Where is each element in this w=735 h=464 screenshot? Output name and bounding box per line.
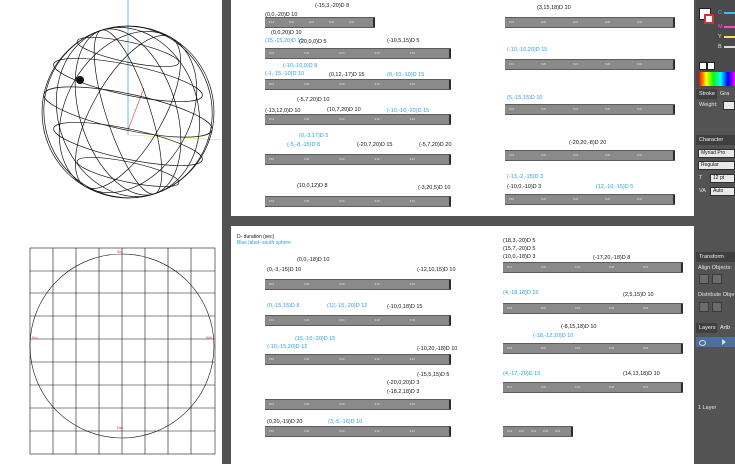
none-swatch[interactable]: [699, 62, 707, 70]
bar-tick-label: 9:16: [507, 347, 513, 350]
bar-tick-label: 9:32: [409, 319, 415, 322]
bar-tick-label: 9:28: [374, 200, 380, 203]
bar-tick-label: 9:28: [374, 158, 380, 161]
bar-tick-label: 9:20: [541, 386, 547, 389]
bar-tick-label: 9:24: [575, 266, 581, 269]
font-family-field[interactable]: Myriad Pro: [698, 149, 735, 158]
tab-gradient[interactable]: Gra: [717, 89, 735, 99]
bar-tick-label: 9:16: [269, 200, 275, 203]
bar-tick-label: 9:24: [339, 403, 345, 406]
event-label: (-5,7,20)D 10: [297, 97, 330, 103]
bar-tick-label: 9:28: [374, 83, 380, 86]
event-label: (15,-10,-20)D 15: [295, 336, 336, 342]
bar-tick-label: 9:16: [507, 430, 513, 433]
event-label: (10,7,20)D 10: [327, 107, 361, 113]
event-label: (12,-15,-20)D 12: [327, 303, 368, 309]
doc-subtitle: Blue label- south sphere: [237, 240, 291, 246]
bar-tick-label: 9:16: [509, 21, 515, 24]
event-label: (5,-15,15)D 10: [507, 95, 543, 101]
bar-tick-label: 9:32: [637, 63, 643, 66]
artboard-timeline-bottom: [231, 226, 694, 464]
bar-tick-label: 9:20: [304, 403, 310, 406]
timeline-bar: [265, 354, 451, 365]
bar-endcap: [449, 427, 451, 436]
event-label: (-20,0,20)D 3: [387, 380, 420, 386]
event-label: (-15,3,-20)D 8: [315, 3, 350, 9]
tab-stroke[interactable]: Stroke: [696, 89, 717, 99]
timeline-bar: [503, 426, 573, 437]
bar-tick-label: 9:20: [304, 118, 310, 121]
bar-tick-label: 9:32: [409, 283, 415, 286]
event-label: (-18,2,18)D 3: [387, 389, 420, 395]
bar-endcap: [449, 197, 451, 206]
distribute-top-icon[interactable]: [699, 302, 709, 312]
bar-tick-label: 9:20: [304, 319, 310, 322]
bar-tick-label: 9:32: [637, 108, 643, 111]
align-left-icon[interactable]: [699, 274, 709, 284]
bar-tick-label: 9:16: [269, 430, 275, 433]
bar-tick-label: 9:16: [269, 158, 275, 161]
bar-tick-label: 9:20: [304, 200, 310, 203]
bar-tick-label: 9:24: [575, 386, 581, 389]
event-label: (10,0,12)D 8: [297, 183, 328, 189]
bar-tick-label: 9:28: [543, 430, 549, 433]
timeline-bar: [265, 426, 451, 437]
timeline-bar: [503, 382, 683, 393]
bar-endcap: [681, 304, 683, 313]
color-slider-y[interactable]: [724, 36, 735, 38]
timeline-bar: [503, 343, 683, 354]
bar-tick-label: 9:20: [541, 63, 547, 66]
layers-panel: [696, 321, 735, 417]
bar-tick-label: 9:16: [269, 52, 275, 55]
sphere-label-top: Sm: [117, 250, 123, 254]
timeline-bar: [265, 48, 451, 59]
tab-character[interactable]: Character: [696, 135, 735, 145]
event-label: (10,0,-18)D 3: [503, 254, 536, 260]
bar-tick-label: 9:24: [531, 430, 537, 433]
white-swatch[interactable]: [707, 62, 715, 70]
bar-tick-label: 9:16: [269, 83, 275, 86]
event-label: (-12,10,15)D 10: [417, 267, 456, 273]
sphere-label-left: Fm: [32, 336, 38, 340]
font-size-field[interactable]: 12 pt: [710, 174, 735, 183]
event-label: (-20,20,-8)D 20: [569, 140, 607, 146]
event-label: (-10,-10,-20)D 15: [387, 108, 430, 114]
event-label: (-10,-15,20)D 12: [267, 344, 308, 350]
bar-tick-label: 9:20: [304, 52, 310, 55]
bar-tick-label: 9:32: [409, 430, 415, 433]
bar-tick-label: 9:32: [349, 21, 355, 24]
timeline-bar: [265, 154, 451, 165]
bar-endcap: [449, 316, 451, 325]
bar-tick-label: 9:24: [339, 158, 345, 161]
bar-endcap: [681, 344, 683, 353]
bar-tick-label: 9:24: [573, 21, 579, 24]
stroke-swatch[interactable]: [704, 14, 714, 24]
event-label: (15,7,-20)D 5: [503, 246, 536, 252]
bar-endcap: [673, 151, 675, 160]
bar-tick-label: 9:16: [507, 266, 513, 269]
bar-tick-label: 9:20: [289, 21, 295, 24]
color-label-b: B: [718, 44, 722, 50]
bar-tick-label: 9:32: [409, 52, 415, 55]
bar-tick-label: 9:32: [637, 21, 643, 24]
timeline-bar: [503, 303, 683, 314]
event-label: (15,-15,20)D 10: [265, 38, 304, 44]
bar-tick-label: 9:16: [509, 63, 515, 66]
timeline-bar: [265, 399, 451, 410]
event-label: (3,15,18)D 10: [537, 5, 571, 11]
bar-tick-label: 9:32: [409, 83, 415, 86]
character-panel: [696, 133, 735, 208]
bar-tick-label: 9:16: [269, 403, 275, 406]
event-label: (-1,-15,-10)D 10: [265, 71, 305, 77]
event-label: (-3,20,5)D 10: [418, 185, 451, 191]
bar-endcap: [681, 383, 683, 392]
bar-tick-label: 9:24: [339, 319, 345, 322]
bar-tick-label: 9:16: [269, 358, 275, 361]
bar-tick-label: 9:28: [374, 403, 380, 406]
bar-tick-label: 9:24: [575, 307, 581, 310]
timeline-bar: [505, 150, 675, 161]
color-label-c: C: [718, 10, 722, 16]
event-label: (12,-10,-15)D 5: [596, 184, 634, 190]
bar-tick-label: 9:28: [609, 307, 615, 310]
weight-field[interactable]: [723, 101, 735, 110]
bar-endcap: [449, 115, 451, 124]
event-label: (0,0,20)D 10: [271, 30, 302, 36]
bar-tick-label: 9:20: [304, 358, 310, 361]
artboard-sphere-3d: [0, 0, 222, 248]
timeline-bar: [505, 17, 675, 28]
event-label: (4,-17,-20)D 15: [503, 371, 541, 377]
bar-endcap: [373, 18, 375, 27]
event-label: (-15,5,15)D 5: [417, 372, 450, 378]
bar-tick-label: 9:32: [643, 307, 649, 310]
bar-tick-label: 9:28: [374, 319, 380, 322]
bar-tick-label: 9:28: [374, 283, 380, 286]
event-label: (-5,-8,-15)D 8: [287, 142, 321, 148]
distribute-center-icon[interactable]: [712, 302, 722, 312]
timeline-bar: [505, 194, 675, 205]
event-label: (2,5,15)D 10: [623, 292, 654, 298]
bar-tick-label: 9:24: [339, 52, 345, 55]
leading-icon: VA: [699, 188, 706, 194]
bar-tick-label: 9:32: [409, 200, 415, 203]
bar-tick-label: 9:20: [304, 158, 310, 161]
bar-endcap: [449, 155, 451, 164]
bar-tick-label: 9:16: [269, 21, 275, 24]
bar-endcap: [673, 195, 675, 204]
bar-tick-label: 9:24: [575, 347, 581, 350]
bar-tick-label: 9:32: [643, 266, 649, 269]
bar-tick-label: 9:16: [269, 118, 275, 121]
bar-tick-label: 9:24: [339, 283, 345, 286]
bar-tick-label: 9:24: [309, 21, 315, 24]
bar-endcap: [449, 400, 451, 409]
event-label: (0,0,-20)D 10: [265, 12, 298, 18]
bar-tick-label: 9:16: [269, 319, 275, 322]
bar-endcap: [673, 18, 675, 27]
tab-layers[interactable]: Layers: [696, 323, 717, 333]
event-label: (-17,20,-18)D 8: [593, 255, 631, 261]
event-label: (0,-15,15)D 8: [267, 303, 300, 309]
transform-panel: [696, 247, 735, 313]
bar-tick-label: 9:20: [541, 108, 547, 111]
color-label-m: M: [718, 24, 723, 30]
timeline-bar: [265, 196, 451, 207]
layer-row[interactable]: [696, 337, 735, 347]
bar-tick-label: 9:20: [304, 430, 310, 433]
bar-tick-label: 9:28: [374, 52, 380, 55]
bar-tick-label: 9:32: [637, 198, 643, 201]
event-label: (-10,-10,0)D 8: [283, 63, 318, 69]
bar-tick-label: 9:24: [339, 200, 345, 203]
bar-tick-label: 9:24: [339, 118, 345, 121]
bar-tick-label: 9:16: [509, 198, 515, 201]
event-label: (-10,0,18)D 15: [387, 304, 423, 310]
expand-arrow-icon[interactable]: [722, 339, 726, 345]
stroke-panel: [696, 89, 735, 119]
timeline-bar: [265, 279, 451, 290]
color-slider-m[interactable]: [724, 26, 735, 28]
bar-tick-label: 9:28: [605, 63, 611, 66]
wireframe-sphere-graphic: [0, 0, 222, 248]
event-label: (-13,-2,-15)D 3: [507, 174, 544, 180]
font-style-field[interactable]: Regular: [698, 161, 735, 170]
color-panel: [696, 0, 735, 88]
bar-tick-label: 9:28: [374, 358, 380, 361]
bar-endcap: [673, 60, 675, 69]
color-slider-b[interactable]: [724, 46, 735, 48]
leading-field[interactable]: Auto: [710, 187, 735, 196]
align-objects-label: Align Objects:: [698, 265, 732, 271]
event-label: (20,0,0)D 5: [299, 39, 327, 45]
distribute-objects-label: Distribute Obje: [698, 292, 735, 298]
bar-tick-label: 9:32: [409, 358, 415, 361]
timeline-bar: [503, 262, 683, 273]
align-center-icon[interactable]: [712, 274, 722, 284]
bar-tick-label: 9:16: [509, 154, 515, 157]
bar-tick-label: 9:28: [605, 108, 611, 111]
bar-tick-label: 9:24: [573, 154, 579, 157]
grid-sphere-graphic: [0, 236, 222, 464]
timeline-bar: [265, 114, 451, 125]
color-label-y: Y: [718, 34, 722, 40]
color-spectrum[interactable]: [699, 72, 735, 86]
bar-endcap: [449, 280, 451, 289]
bar-tick-label: 9:28: [605, 21, 611, 24]
bar-endcap: [571, 427, 573, 436]
event-label: (18,3,-20)D 5: [503, 238, 536, 244]
timeline-bar: [265, 79, 451, 90]
bar-tick-label: 9:20: [519, 430, 525, 433]
bar-endcap: [449, 355, 451, 364]
event-label: (-5,7,20)D 20: [419, 142, 452, 148]
timeline-bar: [265, 315, 451, 326]
bar-tick-label: 9:16: [507, 307, 513, 310]
bar-tick-label: 9:16: [507, 386, 513, 389]
bar-tick-label: 9:32: [643, 386, 649, 389]
tab-transform[interactable]: Transform: [696, 252, 735, 262]
doc-title: D- duration (sec): [237, 234, 275, 240]
weight-label: Weight:: [699, 102, 718, 108]
event-label: (0,-10,-10)D 15: [387, 72, 425, 78]
bar-tick-label: 9:28: [374, 118, 380, 121]
bar-tick-label: 9:20: [541, 21, 547, 24]
bar-tick-label: 9:24: [339, 430, 345, 433]
bar-tick-label: 9:32: [409, 158, 415, 161]
bar-tick-label: 9:28: [609, 386, 615, 389]
timeline-bar: [265, 17, 375, 28]
timeline-bar: [505, 59, 675, 70]
bar-tick-label: 9:32: [409, 403, 415, 406]
bar-tick-label: 9:20: [541, 307, 547, 310]
bar-tick-label: 9:24: [339, 83, 345, 86]
event-label: (-10,5,15)D 5: [387, 38, 420, 44]
bar-tick-label: 9:16: [269, 283, 275, 286]
bar-tick-label: 9:32: [555, 430, 561, 433]
bar-tick-label: 9:24: [573, 198, 579, 201]
bar-tick-label: 9:20: [541, 347, 547, 350]
bar-tick-label: 9:28: [609, 266, 615, 269]
bar-tick-label: 9:32: [637, 154, 643, 157]
bar-tick-label: 9:28: [329, 21, 335, 24]
timeline-bar: [505, 104, 675, 115]
event-label: (-18,-12,20)D 10: [533, 333, 574, 339]
bar-tick-label: 9:28: [609, 347, 615, 350]
sphere-label-bottom: Nm: [117, 426, 123, 430]
bar-tick-label: 9:20: [541, 154, 547, 157]
bar-tick-label: 9:28: [605, 154, 611, 157]
event-label: (-20,7,20)D 15: [357, 142, 393, 148]
bar-endcap: [449, 80, 451, 89]
bar-tick-label: 9:20: [541, 198, 547, 201]
event-label: (0,12,-17)D 15: [329, 72, 365, 78]
bar-tick-label: 9:32: [409, 118, 415, 121]
bar-tick-label: 9:16: [509, 108, 515, 111]
artboard-sphere-grid: [0, 236, 222, 464]
event-label: (-13,12,0)D 10: [265, 108, 301, 114]
bar-tick-label: 9:24: [339, 358, 345, 361]
event-label: (4,-18,18)D 15: [503, 290, 539, 296]
eye-icon[interactable]: [699, 340, 706, 346]
event-label: (0,-3,-15)D 10: [267, 267, 302, 273]
sphere-label-right: Wb: [206, 336, 212, 340]
bar-endcap: [681, 263, 683, 272]
event-label: (0,20,-19)D 20: [267, 419, 303, 425]
artboard-timeline-top: [231, 0, 694, 216]
bar-tick-label: 9:24: [573, 108, 579, 111]
event-label: (-10,-10,20)D 15: [507, 47, 548, 53]
event-label: (0,0,-18)D 10: [297, 257, 330, 263]
event-label: (-10,20,-18)D 10: [417, 346, 458, 352]
bar-tick-label: 9:20: [304, 283, 310, 286]
event-label: (0,-3,17)D 5: [299, 133, 329, 139]
event-label: (-10,0,-10)D 3: [507, 184, 542, 190]
bar-tick-label: 9:32: [643, 347, 649, 350]
event-label: (3,-5,-16)D 10: [328, 419, 363, 425]
layer-count: 1 Layer: [698, 405, 717, 411]
bar-endcap: [449, 49, 451, 58]
tab-artboards[interactable]: Artb: [717, 323, 735, 333]
color-slider-c[interactable]: [724, 12, 735, 14]
bar-tick-label: 9:20: [541, 266, 547, 269]
event-label: (14,13,18)D 10: [623, 371, 660, 377]
bar-tick-label: 9:20: [304, 83, 310, 86]
bar-tick-label: 9:28: [605, 198, 611, 201]
event-label: (-8,15,18)D 10: [561, 324, 597, 330]
bar-endcap: [673, 105, 675, 114]
bar-tick-label: 9:24: [573, 63, 579, 66]
bar-tick-label: 9:28: [374, 430, 380, 433]
font-size-icon: T: [699, 175, 703, 181]
